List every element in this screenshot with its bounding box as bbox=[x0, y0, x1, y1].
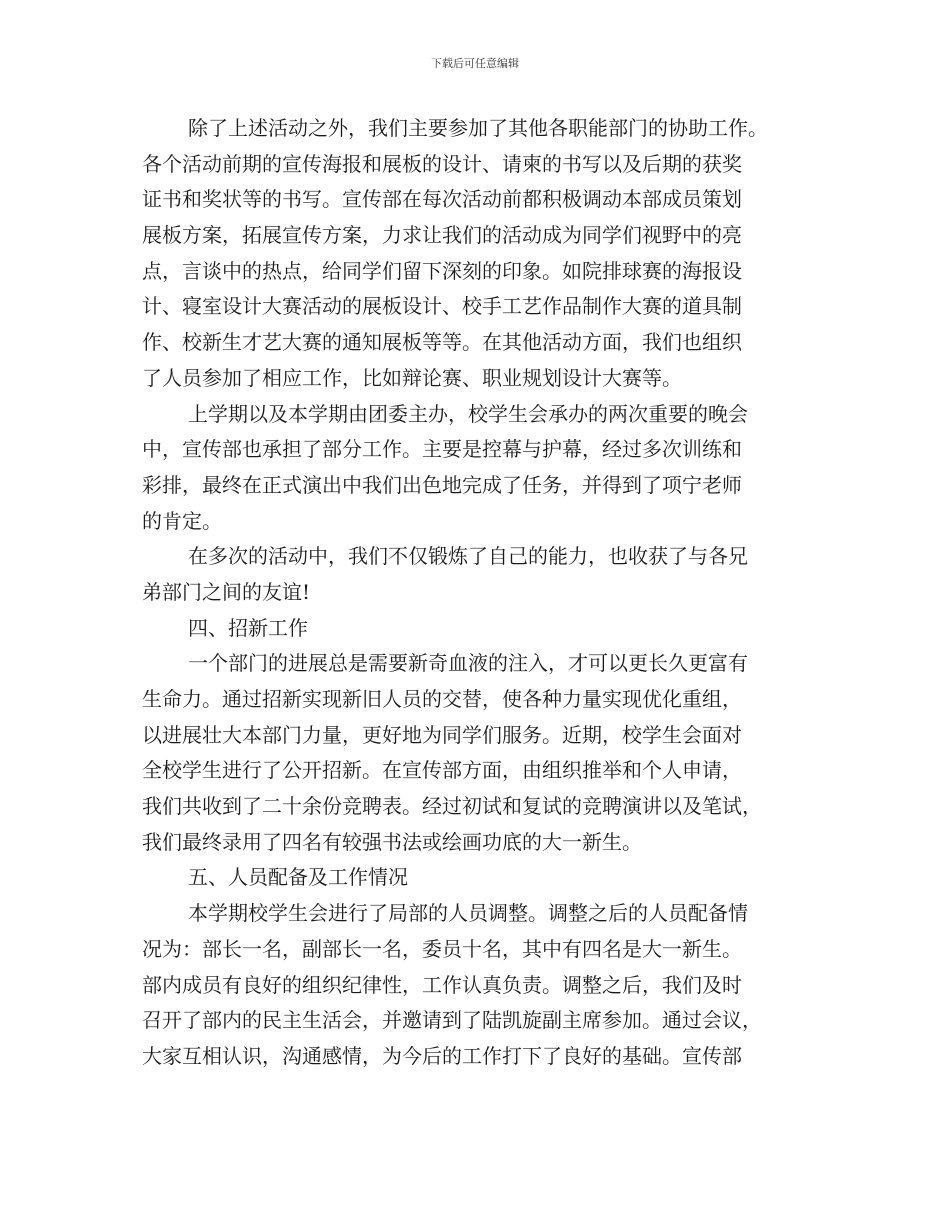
text-line: 五、人员配备及工作情况 bbox=[188, 865, 408, 890]
text-line: 况为：部长一名，副部长一名，委员十名，其中有四名是大一新生。 bbox=[142, 936, 742, 961]
text-line: 生命力。通过招新实现新旧人员的交替，使各种力量实现优化重组， bbox=[142, 687, 742, 711]
text-line: 全校学生进行了公开招新。在宣传部方面，由组织推举和个人申请， bbox=[142, 758, 742, 783]
text-line: 部内成员有良好的组织纪律性，工作认真负责。调整之后，我们及时 bbox=[142, 972, 742, 997]
text-line: 计、寝室设计大赛活动的展板设计、校手工艺作品制作大赛的道具制 bbox=[142, 294, 742, 319]
text-line: 除了上述活动之外，我们主要参加了其他各职能部门的协助工作。 bbox=[188, 116, 768, 140]
text-line: 各个活动前期的宣传海报和展板的设计、请柬的书写以及后期的获奖 bbox=[142, 151, 742, 176]
text-line: 的肯定。 bbox=[142, 508, 222, 533]
text-line: 大家互相认识，沟通感情，为今后的工作打下了良好的基础。宣传部 bbox=[142, 1043, 742, 1068]
text-line: 我们最终录用了四名有较强书法或绘画功底的大一新生。 bbox=[142, 829, 642, 854]
text-line: 上学期以及本学期由团委主办，校学生会承办的两次重要的晚会 bbox=[188, 401, 748, 426]
text-line: 证书和奖状等的书写。宣传部在每次活动前都积极调动本部成员策划 bbox=[142, 187, 742, 212]
text-line: 点，言谈中的热点，给同学们留下深刻的印象。如院排球赛的海报设 bbox=[142, 258, 742, 283]
document-body bbox=[142, 111, 810, 1075]
text-line: 弟部门之间的友谊! bbox=[142, 579, 311, 604]
text-line: 了人员参加了相应工作，比如辩论赛、职业规划设计大赛等。 bbox=[142, 365, 682, 390]
page-header: 下载后可任意编辑 bbox=[431, 57, 519, 70]
text-line: 四、招新工作 bbox=[188, 615, 308, 640]
text-line: 中，宣传部也承担了部分工作。主要是控幕与护幕，经过多次训练和 bbox=[142, 437, 742, 462]
text-line: 我们共收到了二十余份竞聘表。经过初试和复试的竞聘演讲以及笔试， bbox=[142, 794, 762, 819]
text-line: 本学期校学生会进行了局部的人员调整。调整之后的人员配备情 bbox=[188, 901, 748, 926]
text-line: 展板方案，拓展宣传方案，力求让我们的活动成为同学们视野中的亮 bbox=[142, 223, 742, 248]
text-line: 召开了部内的民主生活会，并邀请到了陆凯旋副主席参加。通过会议， bbox=[142, 1008, 762, 1033]
text-line: 一个部门的进展总是需要新奇血液的注入，才可以更长久更富有 bbox=[188, 651, 748, 676]
text-line: 以进展壮大本部门力量，更好地为同学们服务。近期，校学生会面对 bbox=[142, 722, 742, 747]
text-line: 彩排，最终在正式演出中我们出色地完成了任务，并得到了项宁老师 bbox=[142, 472, 742, 497]
text-line: 在多次的活动中，我们不仅锻炼了自己的能力，也收获了与各兄 bbox=[188, 544, 748, 569]
text-line: 作、校新生才艺大赛的通知展板等等。在其他活动方面，我们也组织 bbox=[142, 330, 742, 355]
